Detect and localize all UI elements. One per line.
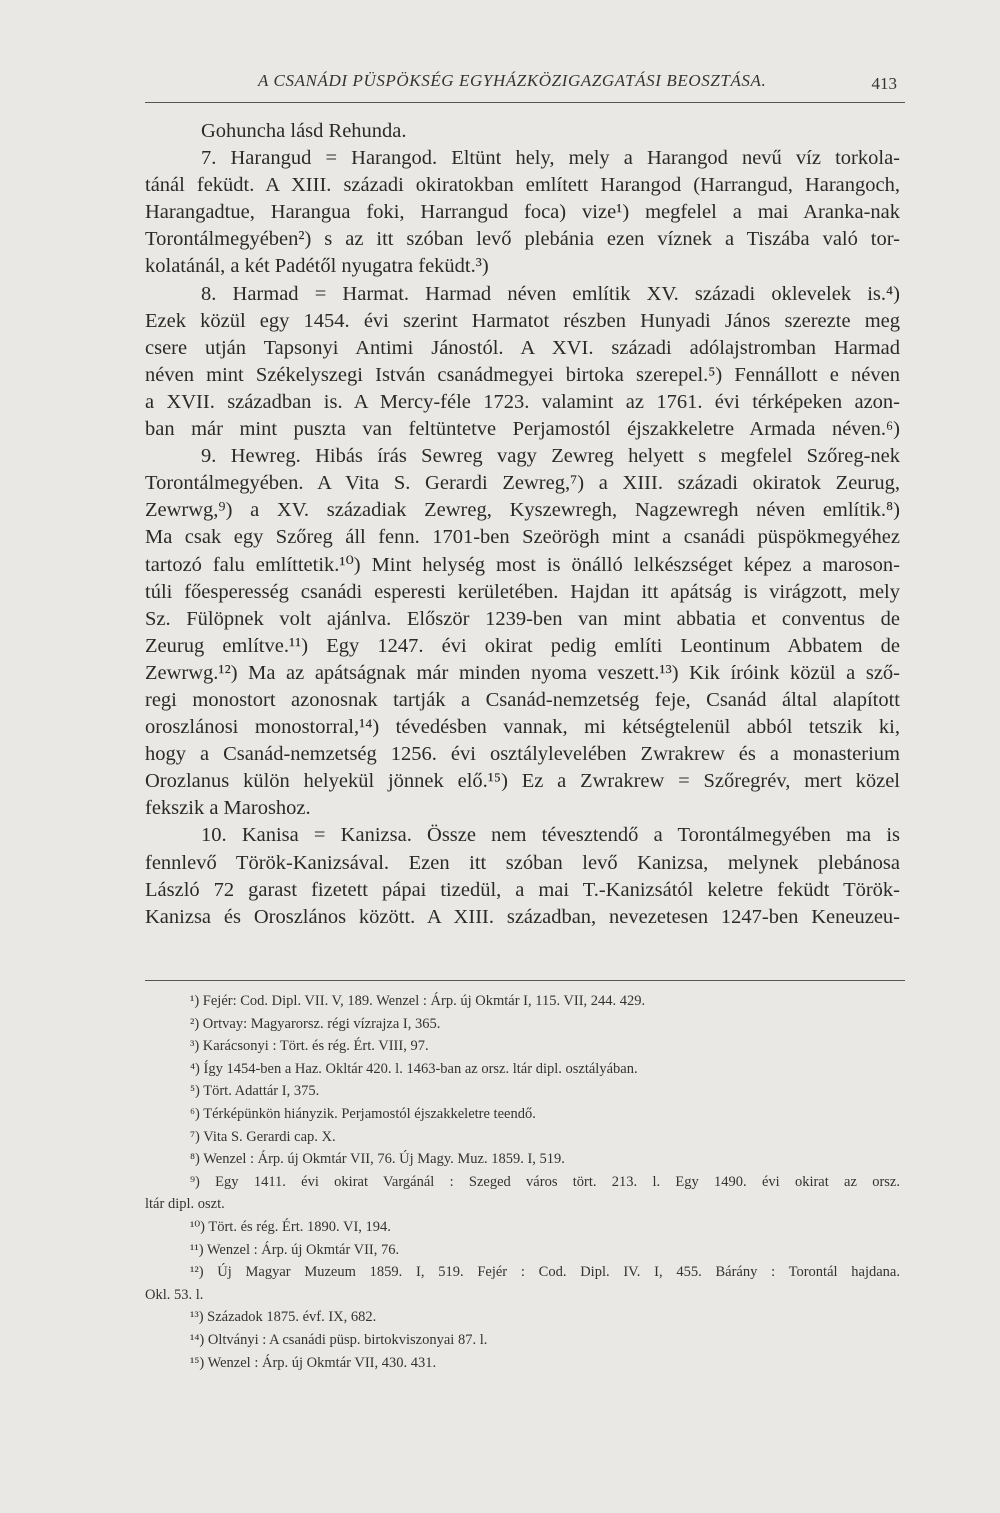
footnote-line: ²) Ortvay: Magyarorsz. régi vízrajza I, 365. — [190, 1015, 441, 1032]
body-line: túli főesperesség csanádi esperesti kerületében. Hajdan itt apátság is virágzott, mely — [145, 580, 900, 603]
footnote-line: ⁴) Így 1454-ben a Haz. Okltár 420. l. 1463-ban az orsz. ltár dipl. osztályában. — [190, 1060, 638, 1077]
body-line: Ma csak egy Szőreg áll fenn. 1701-ben Szeörögh mint a csanádi püspökmegyéhez — [145, 526, 900, 549]
body-line: a XVII. században is. A Mercy-féle 1723. valamint az 1761. évi térképeken azon- — [145, 390, 900, 413]
body-line: 10. Kanisa = Kanizsa. Össze nem tévesztendő a Torontálmegyében ma is — [201, 824, 900, 847]
footnote-divider — [145, 980, 905, 981]
body-line: oroszlánosi monostorral,¹⁴) tévedésben vannak, mi kétségtelenül abból tetszik ki, — [145, 716, 900, 739]
footnote-line: ⁷) Vita S. Gerardi cap. X. — [190, 1128, 336, 1145]
body-line: Harangadtue, Harangua foki, Harrangud foca) vize¹) megfelel a mai Aranka-nak — [145, 201, 900, 224]
footnote-line: ³) Karácsonyi : Tört. és rég. Ért. VIII, 97. — [190, 1038, 429, 1055]
body-line: kolatánál, a két Padétől nyugatra feküdt.³) — [145, 255, 489, 278]
footnote-line: ltár dipl. oszt. — [145, 1196, 225, 1213]
body-line: László 72 garast fizetett pápai tizedül, a mai T.-Kanizsától keletre feküdt Török- — [145, 878, 900, 901]
body-line: néven mint Székelyszegi István csanádmegyei birtoka szerepel.⁵) Fennállott e néven — [145, 363, 900, 386]
footnote-line: Okl. 53. l. — [145, 1286, 204, 1303]
running-head — [145, 68, 905, 103]
footnote-line: ¹⁰) Tört. és rég. Ért. 1890. VI, 194. — [190, 1218, 391, 1235]
footnote-line: ⁶) Térképünkön hiányzik. Perjamostól éjszakkeletre teendő. — [190, 1105, 536, 1122]
body-line: tartozó falu említtetik.¹⁰) Mint helység most is önálló lelkészséget képez a maroson- — [145, 553, 900, 576]
running-head-title: A CSANÁDI PÜSPÖKSÉG EGYHÁZKÖZIGAZGATÁSI BEOSZTÁSA. — [258, 71, 767, 90]
page-number: 413 — [871, 74, 897, 93]
body-line: Ezek közül egy 1454. évi szerint Harmatot részben Hunyadi János szerezte meg — [145, 309, 900, 332]
body-line: 9. Hewreg. Hibás írás Sewreg vagy Zewreg helyett s megfelel Szőreg-nek — [201, 445, 900, 468]
body-line: tánál feküdt. A XIII. századi okiratokban említett Harangod (Harrangud, Harangoch, — [145, 174, 900, 197]
footnote-line: ¹) Fejér: Cod. Dipl. VII. V, 189. Wenzel : Árp. új Okmtár I, 115. VII, 244. 429. — [190, 993, 646, 1009]
body-line: Zewrwg,⁹) a XV. századiak Zewreg, Kyszewregh, Nagzewregh néven említik.⁸) — [145, 499, 900, 522]
body-line: Sz. Fülöpnek volt ajánlva. Először 1239-ben van mint abbatia et conventus de — [145, 607, 900, 630]
body-line: Kanizsa és Oroszlános között. A XIII. században, nevezetesen 1247-ben Keneuzeu- — [145, 905, 900, 928]
footnote-line: ¹⁴) Oltványi : A csanádi püsp. birtokviszonyai 87. l. — [190, 1331, 488, 1348]
footnote-line: ⁹) Egy 1411. évi okirat Vargánál : Szeged város tört. 213. l. Egy 1490. évi okirat az orsz. — [190, 1173, 900, 1190]
body-line: 8. Harmad = Harmat. Harmad néven említik XV. századi oklevelek is.⁴) — [201, 282, 900, 305]
body-line: ban már mint puszta van feltüntetve Perjamostól éjszakkeletre Armada néven.⁶) — [145, 418, 900, 441]
body-line: fekszik a Maroshoz. — [145, 797, 311, 820]
footnote-line: ¹²) Új Magyar Muzeum 1859. I, 519. Fejér : Cod. Dipl. IV. I, 455. Bárány : Torontál hajdana. — [190, 1264, 900, 1281]
body-line: Torontálmegyében. A Vita S. Gerardi Zewreg,⁷) a XIII. századi okiratok Zeurug, — [145, 472, 900, 495]
body-line: 7. Harangud = Harangod. Eltünt hely, mely a Harangod nevű víz torkola- — [201, 147, 900, 170]
body-line: csere utján Tapsonyi Antimi Jánostól. A XVI. századi adólajstromban Harmad — [145, 336, 900, 359]
body-text — [145, 118, 900, 931]
footnote-line: ¹³) Századok 1875. évf. IX, 682. — [190, 1309, 377, 1326]
body-line: Zewrwg.¹²) Ma az apátságnak már minden nyoma veszett.¹³) Kik íróink közül a sző- — [145, 661, 900, 684]
body-line: Zeurug említve.¹¹) Egy 1247. évi okirat pedig említi Leontinum Abbatem de — [145, 634, 900, 657]
footnotes — [145, 990, 900, 1374]
footnote-line: ⁵) Tört. Adattár I, 375. — [190, 1083, 320, 1100]
body-line: Orozlanus külön helyekül jönnek elő.¹⁵) Ez a Zwrakrew = Szőregrév, mert közel — [145, 770, 900, 793]
body-line: hogy a Csanád-nemzetség 1256. évi osztálylevelében Zwrakrew és a monasterium — [145, 743, 900, 766]
footnote-line: ¹⁵) Wenzel : Árp. új Okmtár VII, 430. 431. — [190, 1354, 437, 1371]
body-line: fennlevő Török-Kanizsával. Ezen itt szóban levő Kanizsa, melynek plebánosa — [145, 851, 900, 874]
footnote-line: ⁸) Wenzel : Árp. új Okmtár VII, 76. Új Magy. Muz. 1859. I, 519. — [190, 1151, 565, 1168]
body-line: Torontálmegyében²) s az itt szóban levő plebánia ezen víznek a Tiszába való tor- — [145, 228, 900, 251]
body-line: Gohuncha lásd Rehunda. — [201, 120, 407, 142]
body-line: regi monostort azonosnak tartják a Csanád-nemzetség feje, Csanád által alapított — [145, 688, 900, 711]
footnote-line: ¹¹) Wenzel : Árp. új Okmtár VII, 76. — [190, 1241, 400, 1258]
